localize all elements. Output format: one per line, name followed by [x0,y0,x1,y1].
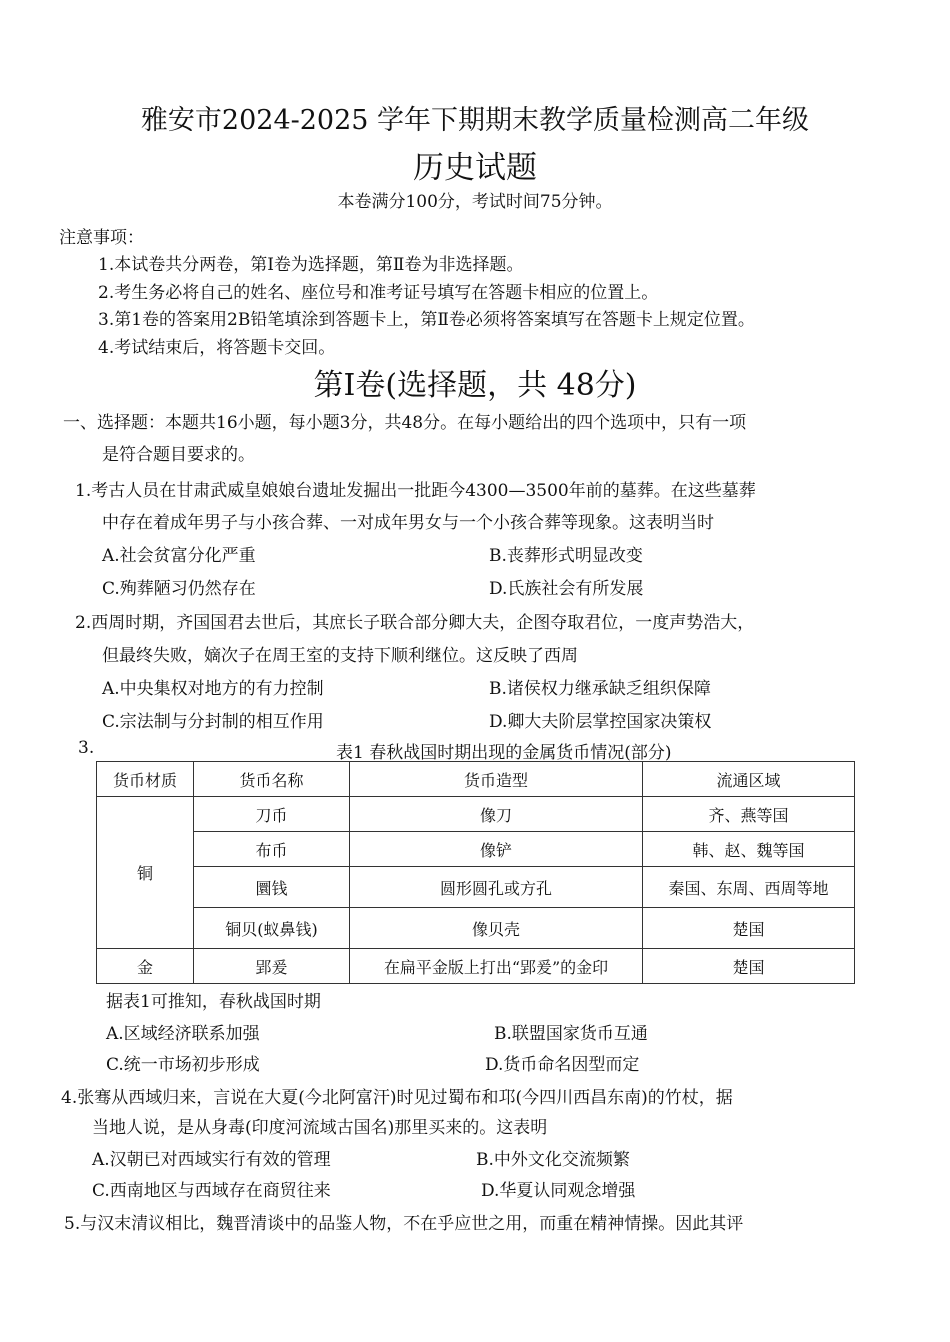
question-5-stem: 5.与汉末清议相比，魏晋清谈中的品鉴人物，不在乎应世之用，而重在精神情操。因此其评 [64,1214,744,1234]
table-cell: 韩、赵、魏等国 [643,832,855,867]
table-cell: 铜贝(蚁鼻钱) [194,908,350,949]
question-4-option-d: D.华夏认同观念增强 [481,1181,636,1201]
question-4-stem: 4.张骞从西域归来，言说在大夏(今北阿富汗)时见过蜀布和邛(今四川西昌东南)的竹杖，据 [61,1088,733,1108]
currency-table [96,761,855,984]
table-row [97,867,855,908]
question-1-option-a: A.社会贫富分化严重 [102,546,256,566]
table-cell-material: 铜 [97,797,194,949]
table-cell: 圆形圆孔或方孔 [350,867,643,908]
question-4-option-b: B.中外文化交流频繁 [476,1150,630,1170]
note-item: 1.本试卷共分两卷，第Ⅰ卷为选择题，第Ⅱ卷为非选择题。 [98,255,524,275]
exam-info: 本卷满分100分，考试时间75分钟。 [337,192,613,212]
table-cell: 郢爰 [194,949,350,984]
question-3-option-c: C.统一市场初步形成 [106,1055,260,1075]
table-cell: 楚国 [643,949,855,984]
note-item: 4.考试结束后，将答题卡交回。 [98,338,336,358]
table-cell: 齐、燕等国 [643,797,855,832]
table-row [97,949,855,984]
table-header-cell: 货币造型 [350,762,643,797]
table-row [97,832,855,867]
table-row [97,797,855,832]
table-cell: 像刀 [350,797,643,832]
table-cell: 刀币 [194,797,350,832]
section-title: 第Ⅰ卷(选择题，共 48分) [313,368,637,403]
table-cell: 像贝壳 [350,908,643,949]
question-2-option-b: B.诸侯权力继承缺乏组织保障 [489,679,711,699]
notes-heading: 注意事项： [59,228,144,248]
question-2-stem: 2.西周时期，齐国国君去世后，其庶长子联合部分卿大夫，企图夺取君位，一度声势浩大， [75,613,755,633]
table-cell-material: 金 [97,949,194,984]
question-2-option-d: D.卿大夫阶层掌控国家决策权 [489,712,712,732]
question-3-option-a: A.区域经济联系加强 [106,1024,260,1044]
table-header-cell: 货币名称 [194,762,350,797]
table-cell: 在扁平金版上打出“郢爰”的金印 [350,949,643,984]
table-row [97,908,855,949]
exam-title: 雅安市2024-2025 学年下期期末教学质量检测高二年级 [140,105,810,136]
question-4-stem: 当地人说，是从身毒(印度河流域古国名)那里买来的。这表明 [92,1118,548,1138]
question-3-stem: 据表1可推知，春秋战国时期 [106,992,321,1012]
table-header-row [97,762,855,797]
table-cell: 楚国 [643,908,855,949]
question-3-option-b: B.联盟国家货币互通 [494,1024,648,1044]
note-item: 3.第1卷的答案用2B铅笔填涂到答题卡上，第Ⅱ卷必须将答案填写在答题卡上规定位置。 [98,310,755,330]
exam-subject: 历史试题 [413,150,537,186]
table-cell: 布币 [194,832,350,867]
question-3-option-d: D.货币命名因型而定 [485,1055,640,1075]
question-4-option-a: A.汉朝已对西域实行有效的管理 [92,1150,331,1170]
note-item: 2.考生务必将自己的姓名、座位号和准考证号填写在答题卡相应的位置上。 [98,283,659,303]
table-header-cell: 货币材质 [97,762,194,797]
section-intro: 是符合题目要求的。 [102,445,255,465]
question-3-number: 3. [78,738,95,758]
question-2-option-a: A.中央集权对地方的有力控制 [102,679,324,699]
question-2-stem: 但最终失败，嫡次子在周王室的支持下顺利继位。这反映了西周 [102,646,578,666]
question-2-option-c: C.宗法制与分封制的相互作用 [102,712,324,732]
question-1-option-d: D.氏族社会有所发展 [489,579,644,599]
table-cell: 像铲 [350,832,643,867]
table-caption: 表1 春秋战国时期出现的金属货币情况(部分) [336,743,672,763]
question-1-stem: 1.考古人员在甘肃武威皇娘娘台遗址发掘出一批距今4300—3500年前的墓葬。在这些墓葬 [75,481,756,501]
table-cell: 圜钱 [194,867,350,908]
question-1-stem: 中存在着成年男子与小孩合葬、一对成年男女与一个小孩合葬等现象。这表明当时 [102,513,714,533]
table-header-cell: 流通区域 [643,762,855,797]
question-1-option-b: B.丧葬形式明显改变 [489,546,643,566]
table-cell: 秦国、东周、西周等地 [643,867,855,908]
question-4-option-c: C.西南地区与西域存在商贸往来 [92,1181,331,1201]
question-1-option-c: C.殉葬陋习仍然存在 [102,579,256,599]
section-intro: 一、选择题：本题共16小题，每小题3分，共48分。在每小题给出的四个选项中，只有一项 [63,413,747,433]
